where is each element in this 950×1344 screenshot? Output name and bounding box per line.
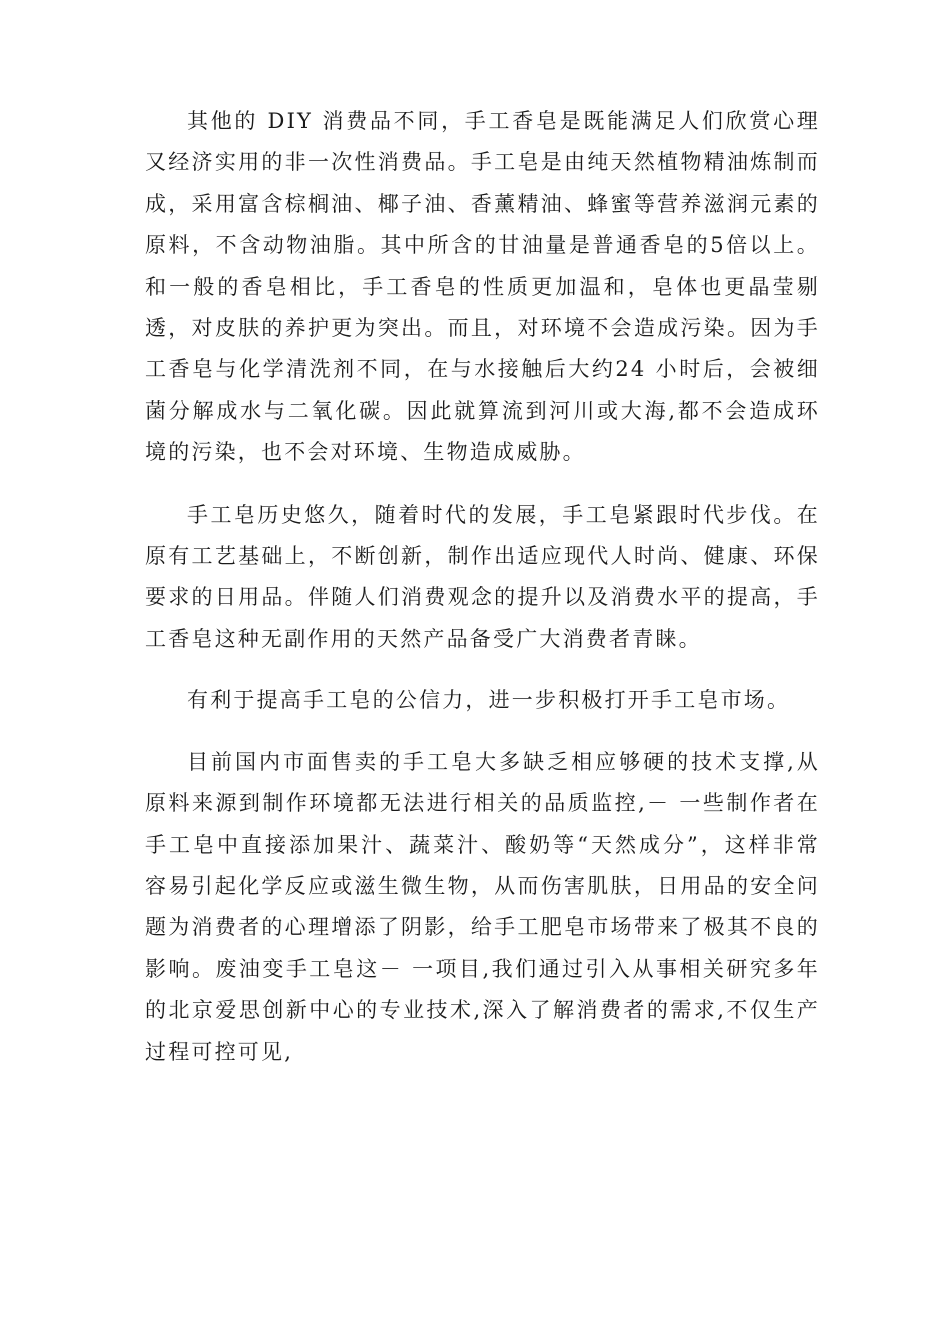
- paragraph-market-issues: 目前国内市面售卖的手工皂大多缺乏相应够硬的技术支撑,从原料来源到制作环境都无法进行相关的品质监控,－ 一些制作者在手工皂中直接添加果汁、蔬菜汁、酸奶等“天然成分”，这样非常容易引起化学反应或滋生微生物，从而伤害肌肤，日用品的安全问题为消费者的心理增添了阴影，给手工肥皂市场带来了极其不良的影响。废油变手工皂这－ 一项目,我们通过引入从事相关研究多年的北京爱思创新中心的专业技术,深入了解消费者的需求,不仅生产过程可控可见,: [145, 749, 820, 1064]
- paragraph-soap-history: 手工皂历史悠久，随着时代的发展，手工皂紧跟时代步伐。在原有工艺基础上，不断创新，制作出适应现代人时尚、健康、环保要求的日用品。伴随人们消费观念的提升以及消费水平的提高，手工香皂这种无副作用的天然产品备受广大消费者青睐。: [145, 502, 820, 651]
- document-body: [145, 101, 820, 1073]
- paragraph-credibility: 有利于提高手工皂的公信力，进一步积极打开手工皂市场。: [187, 688, 791, 713]
- paragraph-soap-benefits: 其他的 DIY 消费品不同，手工香皂是既能满足人们欣赏心理又经济实用的非一次性消费品。手工皂是由纯天然植物精油炼制而成，采用富含棕榈油、椰子油、香薰精油、蜂蜜等营养滋润元素的原料，不含动物油脂。其中所含的甘油量是普通香皂的5倍以上。和一般的香皂相比，手工香皂的性质更加温和，皂体也更晶莹剔透，对皮肤的养护更为突出。而且，对环境不会造成污染。因为手工香皂与化学清洗剂不同，在与水接触后大约24 小时后，会被细菌分解成水与二氧化碳。因此就算流到河川或大海,都不会造成环境的污染，也不会对环境、生物造成威胁。: [145, 109, 820, 465]
